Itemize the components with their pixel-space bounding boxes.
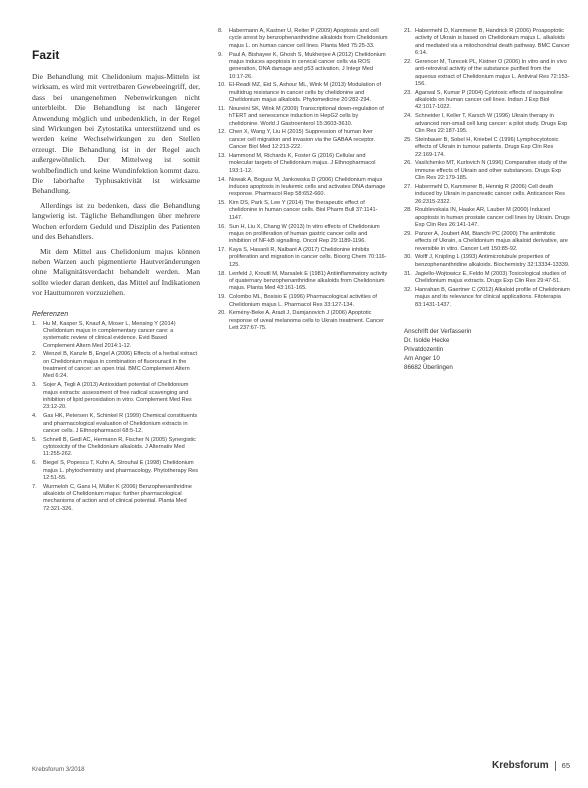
reference-item: 23. Agarwal S, Kumar P (2004) Cytotoxic effects of isoquinoline alkaloids on human cancer cell lines. Indian J Exp Biol 42:1017-1022. [404,89,563,111]
footer-divider [555,761,556,771]
conclusion-paragraph: Die Behandlung mit Chelidonium majus-Mitteln ist wirksam, es wird mit vertretbaren Gewebeeingriff, der, dass bei unangenehmen Nebenwirkungen nicht unterbleibt. Die Behandlung ist nach längerer Anwendung möglich und unbedenklich, in der Regel sind Wirkungen bei Zytostatika unterstützend und es werden keine Wechselwirkungen zu den Stellen erzeugt. Die Behandlung ist in der Regel auch außergewöhnlich. Der Mittelweg ist somit wohlbefindlich und keine Wundinfektion kommt dazu. Die laborhafte Typhusaktivität ist wirksame Behandlung. [32,72,200,196]
reference-list [218,28,388,332]
reference-item: 6. Biegel S, Popescu T, Kuhn A, Strouhal E (1998) Chelidonium majus L. phytochemistry and pharmacology. Phytotherapy Res 12:51-55. [32,460,199,481]
author-address [404,327,572,372]
reference-item: 31. Jagiello-Wojtowicz E, Feldo M (2003) Toxicological studies of Chelidonium majus extracts. Drugs Exp Clin Res 29:47-51. [404,270,566,284]
reference-item: 19. Colombo ML, Bosisio E (1996) Pharmacological activities of Chelidonium majus L. Pharmacol Res 33:127-134. [218,294,377,308]
reference-item: 3. Sojer A, Tegli A (2013) Antioxidant potential of Chelidonium majus extracts: assessment of free radical scavenging and inhibition of lipid peroxidation in vitro. Complement Med Res 23:12-20. [32,382,192,411]
reference-item: 29. Panzer A, Joubert AM, Bianchi PC (2000) The antimitotic effects of Ukrain, a Chelidonium majus alkaloid derivative, are reversible in vitro. Cancer Lett 150:85-92. [404,230,568,252]
reference-item: 2. Wenzel B, Kanzle B, Engel A (2006) Effects of a herbal extract on Chelidonium majus in combination of fluorouracil in the treatment of cancer: an open trial. BMC Complement Altern Med 6:24. [32,351,198,380]
column-left [32,28,200,515]
reference-item: 17. Kaya S, Hasanli R, Nalbant A (2017) Chelidonine inhibits proliferation and migration in cancer cells. Bioorg Chem 70:116-125. [218,247,387,268]
column-middle [218,28,388,334]
reference-list [32,321,200,514]
reference-item: 12. Chen X, Wang Y, Liu H (2015) Suppression of human liver cancer cell migration and invasion via the GABAA receptor. Cancer Biol Med 12:213-222. [218,129,376,151]
section-title: Fazit [32,48,60,62]
conclusion-paragraph: Mit dem Mittel aus Chelidonium majus können neben Warzen auch pigmentierte Hautveränderungen ohne Malignitätsverdacht behandelt werden. Man sollte wieder daran denken, das Mittel auf Indikationen vor Hauttumoren vorzuziehen. [32,246,200,298]
page-number: 65 [561,761,570,770]
column-right [404,28,572,372]
reference-item: 27. Habermehl D, Kammerer B, Hennig R (2006) Cell death induced by Ukrain in pancreatic cancer cells. Anticancer Res 26:2315-2322. [404,183,565,205]
reference-item: 14. Nowak A, Bogusz M, Jankowska D (2006) Chelidonium majus induces apoptosis in leukemic cells and activates DNA damage response. Pharmacol Rep 58:652-660. [218,176,386,198]
reference-item: 11. Noureini SK, Wink M (2009) Transcriptional down-regulation of hTERT and senescence induction in HepG2 cells by chelidonine. World J Gastroenterol 15:3603-3610. [218,105,384,127]
reference-item: 10. El-Readi MZ, Eid S, Ashour ML, Wink M (2013) Modulation of multidrug resistance in cancer cells by chelidonine and Chelidonium majus alkaloids. Phytomedicine 20:282-294. [218,82,382,104]
reference-item: 7. Wurmeloh C, Gans H, Müller K (2006) Benzophenanthridine alkaloids of Chelidonium majus: further pharmacological mechanisms of action and of clinical potential. Planta Med 72:321-326. [32,483,192,512]
conclusion-section [32,48,200,299]
reference-list [404,28,572,309]
reference-item: 32. Hanrahan B, Gaertner C (2012) Alkaloid profile of Chelidonium majus and its relevance for clinical applications. Fitoterapia 83:1431-1437. [404,286,570,308]
reference-item: 16. Sun H, Liu X, Chang W (2013) In vitro effects of Chelidonium majus on proliferation of human gastric cancer cells and inhibition of NF-kB signalling. Oncol Rep 29:1189-1196. [218,223,380,245]
reference-item: 26. Vasilchenko MT, Kurlovich N (1996) Comparative study of the immune effects of Ukrain and other substances. Drugs Exp Clin Res 22:179-185. [404,160,567,182]
reference-item: 22. Gerencer M, Turecek PL, Kistner O (2006) In vitro and in vivo anti-retroviral activity of the substance purified from the aqueous extract of Chelidonium majus L. Antiviral Res 72:153-156. [404,58,570,87]
reference-item: 5. Schnell B, Gedl AC, Hermann R, Fischer N (2005) Synergistic cytotoxicity of the Chelidonium alkaloids. J Alternativ Med 11:255-262. [32,436,196,458]
reference-item: 18. Lenfeld J, Kroutil M, Marsalek E (1981) Antiinflammatory activity of quaternary benzophenanthridine alkaloids from Chelidonium majus. Planta Med 43:161-165. [218,270,388,292]
reference-item: 25. Steinbauer B, Sobel H, Kniebel C (1996) Lymphocytotoxic effects of Ukrain in tumour patients. Drugs Exp Clin Res 22:169-174. [404,136,559,158]
conclusion-paragraph: Allerdings ist zu bedenken, dass die Behandlung langwierig ist. Tägliche Behandlungen über mehrere Wochen erfordern Geduld und Disziplin des Patienten und des Behandlers. [32,200,200,242]
author-role: Privatdozentin [404,345,444,353]
author-city: 86682 Überlingen [404,363,453,371]
footer-issue: Krebsforum 3/2018 [32,766,85,773]
journal-brand: Krebsforum [491,760,549,771]
author-street: Am Anger 10 [404,354,440,362]
reference-item: 21. Habermehl D, Kammerer B, Handrick R (2006) Proapoptotic activity of Ukrain is based on Chelidonium majus L. alkaloids and mediated via a mitochondrial death pathway. BMC Cancer 6:14. [404,28,570,57]
address-heading: Anschrift der Verfasserin [404,327,472,335]
author-name: Dr. Isolde Hecke [404,336,450,344]
reference-item: 15. Kim DS, Park S, Lee Y (2014) The therapeutic effect of chelidonine in human cancer cells. Biol Pharm Bull 37:1141-1147. [218,200,378,221]
references-heading: Referenzen [32,310,69,318]
reference-item: 9. Paul A, Bishayee K, Ghosh S, Mukherjee A (2012) Chelidonium majus induces apoptosis in cervical cancer cells via ROS generation, DNA damage and p53 activation. J Integr Med 10:17-26. [218,51,386,80]
reference-item: 8. Habermann A, Kastner U, Reiter P (2009) Apoptosis and cell cycle arrest by benzophenanthridine alkaloids from Chelidonium majus L. on human cancer cell lines. Planta Med 75:25-33. [218,28,388,49]
reference-item: 30. Wolff J, Knipling L (1993) Antimicrotubule properties of benzophenanthridine alkaloids. Biochemistry 32:13334-13339. [404,254,570,268]
reference-item: 24. Schneider I, Keller T, Karsch W (1996) Ukrain therapy in advanced non-small cell lung cancer: a pilot study. Drugs Exp Clin Res 22:187-195. [404,113,568,134]
reference-item: 4. Gas HK, Petersen K, Schinkel R (1999) Chemical constituents and pharmacological evaluation of Chelidonium extracts in cancer cells. J Ethnopharmacol 68:5-12. [32,413,198,434]
reference-item: 28. Roublevskaia IN, Haake AR, Lauber M (2000) Induced apoptosis in human prostate cancer cell lines by Ukrain. Drugs Exp Clin Res 26:141-147. [404,207,570,229]
reference-item: 13. Hammond M, Richards K, Foster G (2016) Cellular and molecular targets of Chelidonium majus. J Ethnopharmacol 193:1-12. [218,153,376,174]
footer-branding [492,760,570,771]
reference-item: 20. Kemény-Beke A, Aradi J, Damjanovich J (2006) Apoptotic response of uveal melanoma cells to Ukrain treatment. Cancer Lett 237:67-75. [218,310,384,332]
reference-item: 1. Hu M, Kasper S, Knauf A, Moser L, Mensing Y (2014) Chelidonium majus in complementary cancer care: a systematic review of clinical evidence. Evid Based Complement Altern Med 2014:1-12. [32,320,176,349]
